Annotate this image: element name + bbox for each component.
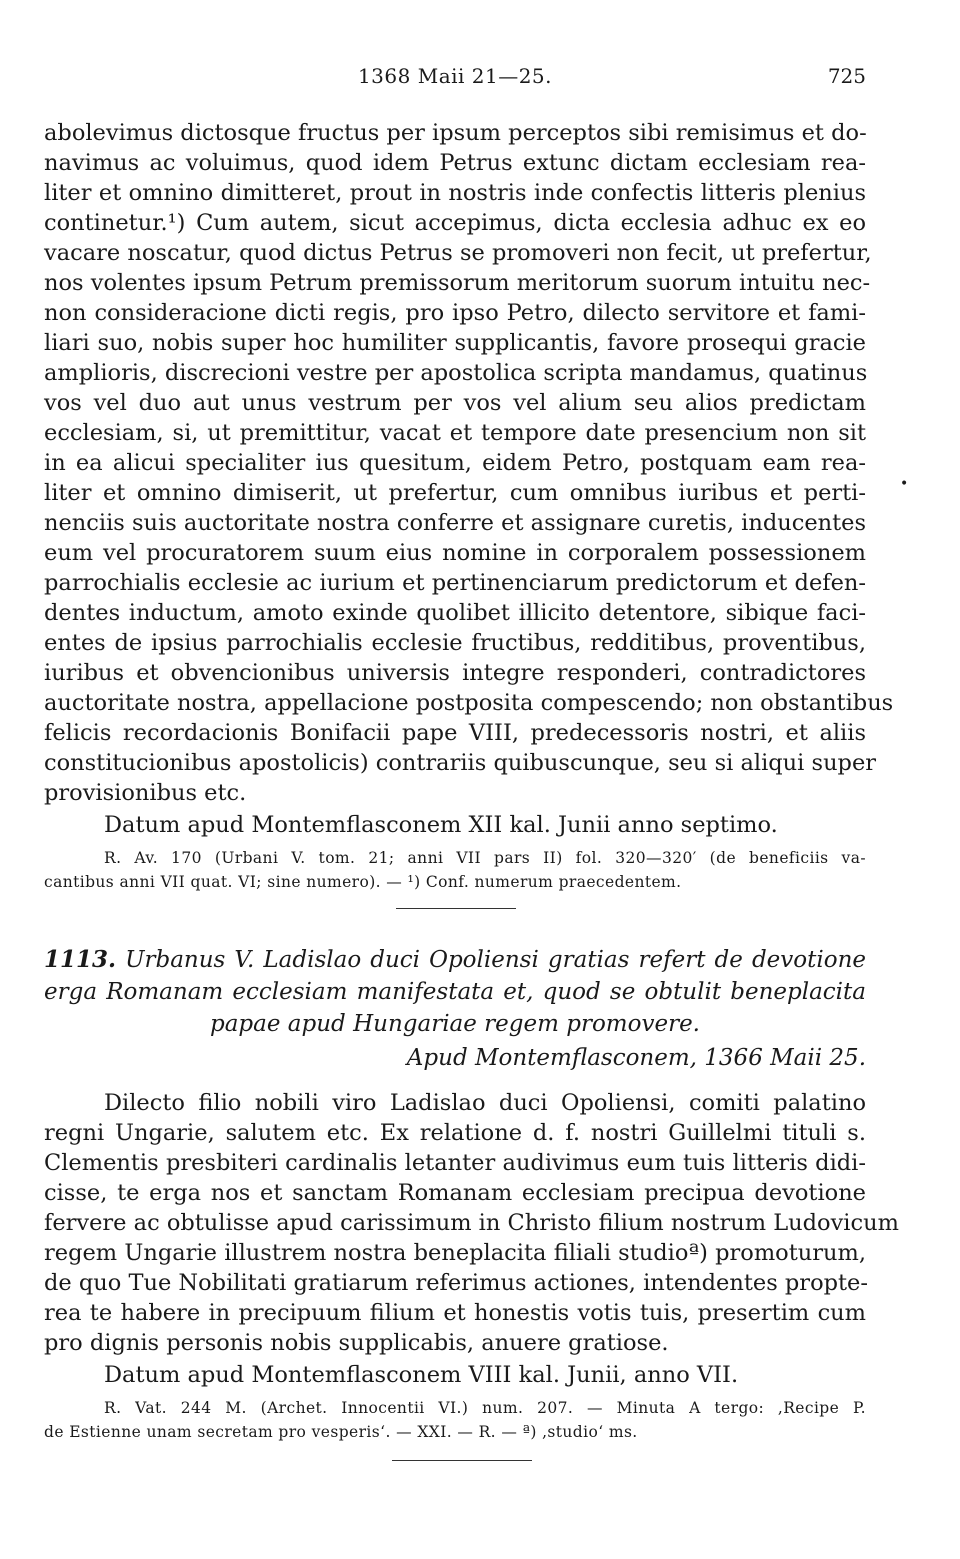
text-line: rea te habere in precipuum filium et honestis votis tuis, presertim cum	[44, 1300, 866, 1326]
regest-text: Urbanus V. Ladislao duci Opoliensi gratias refert de devotione	[125, 947, 866, 973]
text-line: ecclesiam, si, ut premittitur, vacat et tempore date presencium non sit	[44, 420, 866, 446]
document-number: 1113.	[44, 946, 117, 973]
text-line: Dilecto filio nobili viro Ladislao duci Opoliensi, comiti palatino	[104, 1090, 866, 1116]
text-line: de quo Tue Nobilitati gratiarum referimus actiones, intendentes propte-	[44, 1270, 868, 1296]
dating-line: Datum apud Montemflasconem VIII kal. Junii, anno VII.	[104, 1362, 739, 1388]
footnote-line: cantibus anni VII quat. VI; sine numero). — ¹) Conf. numerum praecedentem.	[44, 873, 682, 891]
text-line: parrochialis ecclesie ac iurium et pertinenciarum predictorum et defen-	[44, 570, 866, 596]
footnote-line: de Estienne unam secretam pro vesperis‘. — XXI. — R. — ª) ,studio‘ ms.	[44, 1423, 638, 1441]
running-head	[44, 64, 866, 92]
text-line: amplioris, discrecioni vestre per apostolica scripta mandamus, quatinus	[44, 360, 868, 386]
text-line: provisionibus etc.	[44, 780, 247, 806]
page-number: 725	[827, 64, 866, 88]
place-date: Apud Montemflasconem, 1366 Maii 25.	[406, 1045, 866, 1071]
text-line: regem Ungarie illustrem nostra beneplacita filiali studioª) promoturum,	[44, 1240, 866, 1266]
regest-line	[44, 944, 866, 976]
text-line: nos volentes ipsum Petrum premissorum meritorum suorum intuitu nec-	[44, 270, 871, 296]
text-line: liter et omnino dimiserit, ut prefertur, cum omnibus iuribus et perti-	[44, 480, 866, 506]
text-line: constitucionibus apostolicis) contrariis quibuscunque, seu si aliqui super	[44, 750, 877, 776]
text-line: regni Ungarie, salutem etc. Ex relatione d. f. nostri Guillelmi tituli s.	[44, 1120, 866, 1146]
regest-line: papae apud Hungariae regem promovere.	[210, 1011, 700, 1037]
text-line: eum vel procuratorem suum eius nomine in corporalem possessionem	[44, 540, 866, 566]
text-line: non consideracione dicti regis, pro ipso Petro, dilecto servitore et fami-	[44, 300, 866, 326]
text-line: felicis recordacionis Bonifacii pape VIII, predecessoris nostri, et aliis	[44, 720, 866, 746]
text-line: nenciis suis auctoritate nostra conferre et assignare curetis, inducentes	[44, 510, 867, 536]
margin-mark-icon: •	[900, 476, 909, 492]
text-line: liter et omnino dimitteret, prout in nostris inde confectis litteris plenius	[44, 180, 866, 206]
text-line: vos vel duo aut unus vestrum per vos vel alium seu alios predictam	[44, 390, 866, 416]
text-line: liari suo, nobis super hoc humiliter supplicantis, favore prosequi gracie	[44, 330, 866, 356]
text-line: in ea alicui specialiter ius quesitum, eidem Petro, postquam eam rea-	[44, 450, 866, 476]
footnote-line: R. Av. 170 (Urbani V. tom. 21; anni VII pars II) fol. 320—320′ (de beneficiis va-	[104, 849, 866, 867]
text-line: abolevimus dictosque fructus per ipsum perceptos sibi remisimus et do-	[44, 120, 867, 146]
text-line: pro dignis personis nobis supplicabis, anuere gratiose.	[44, 1330, 669, 1356]
text-line: Clementis presbiteri cardinalis letanter audivimus eum tuis litteris didi-	[44, 1150, 866, 1176]
text-line: iuribus et obvencionibus universis integre responderi, contradictores	[44, 660, 866, 686]
text-line: vacare noscatur, quod dictus Petrus se promoveri non fecit, ut prefertur,	[44, 240, 872, 266]
text-line: continetur.¹) Cum autem, sicut accepimus, dicta ecclesia adhuc ex eo	[44, 210, 866, 236]
section-divider	[396, 908, 516, 909]
dating-line: Datum apud Montemflasconem XII kal. Junii anno septimo.	[104, 812, 778, 838]
text-line: fervere ac obtulisse apud carissimum in Christo filium nostrum Ludovicum	[44, 1210, 899, 1236]
text-line: entes de ipsius parrochialis ecclesie fructibus, redditibus, proventibus,	[44, 630, 866, 656]
regest-line: erga Romanam ecclesiam manifestata et, quod se obtulit beneplacita	[44, 979, 866, 1005]
text-line: cisse, te erga nos et sanctam Romanam ecclesiam precipua devotione	[44, 1180, 866, 1206]
text-line: auctoritate nostra, appellacione postposita compescendo; non obstantibus	[44, 690, 894, 716]
section-divider	[392, 1460, 532, 1461]
text-line: dentes inductum, amoto exinde quolibet illicito detentore, sibique faci-	[44, 600, 866, 626]
footnote-line: R. Vat. 244 M. (Archet. Innocentii VI.) num. 207. — Minuta A tergo: ,Recipe P.	[104, 1399, 866, 1417]
running-title: 1368 Maii 21—25.	[357, 64, 553, 88]
text-line: navimus ac voluimus, quod idem Petrus extunc dictam ecclesiam rea-	[44, 150, 866, 176]
